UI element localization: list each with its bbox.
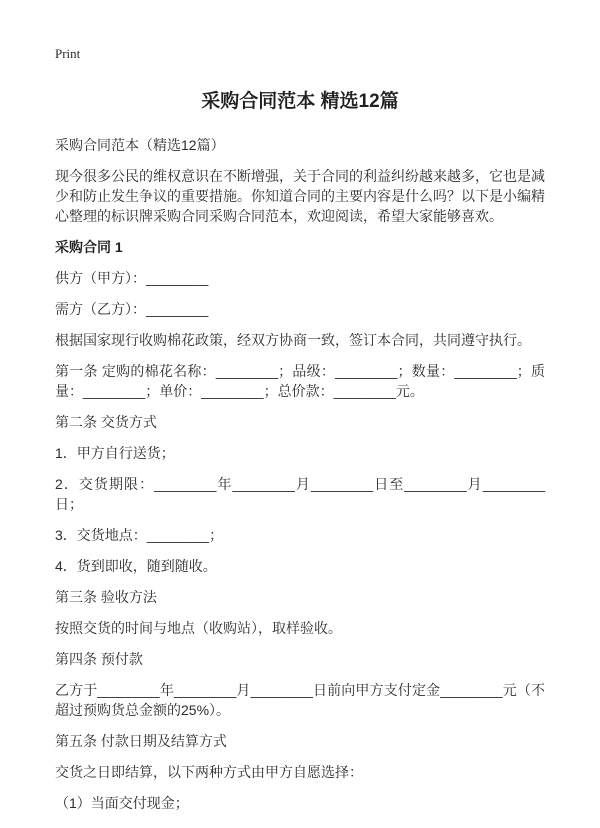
clause-2-item-4: 4．货到即收，随到随收。 xyxy=(55,558,217,574)
party-b-line: 需方（乙方）：________ xyxy=(55,301,209,317)
preamble-paragraph: 根据国家现行收购棉花政策，经双方协商一致，签订本合同，共同遵守执行。 xyxy=(55,332,531,348)
party-a-line: 供方（甲方）：________ xyxy=(55,270,209,286)
clause-3-paragraph: 按照交货的时间与地点（收购站），取样验收。 xyxy=(55,620,342,636)
clause-3-heading: 第三条 验收方法 xyxy=(55,589,157,605)
section-heading-contract-1: 采购合同 1 xyxy=(55,239,123,255)
print-button[interactable]: Print xyxy=(55,46,81,61)
document-subtitle: 采购合同范本（精选12篇） xyxy=(55,137,225,153)
clause-2-item-3: 3．交货地点：________； xyxy=(55,527,224,543)
clause-5-paragraph: 交货之日即结算，以下两种方式由甲方自愿选择： xyxy=(55,764,363,780)
clause-2-heading: 第二条 交货方式 xyxy=(55,414,157,430)
clause-4-paragraph: 乙方于________年________月________日前向甲方支付定金________元（不超过预购货总金额的25%）。 xyxy=(55,682,545,718)
intro-paragraph: 现今很多公民的维权意识在不断增强，关于合同的利益纠纷越来越多，它也是减少和防止发生争议的重要措施。你知道合同的主要内容是什么吗？以下是小编精心整理的标识牌采购合同采购合同范本，欢迎阅读，希望大家能够喜欢。 xyxy=(55,168,545,224)
clause-4-heading: 第四条 预付款 xyxy=(55,651,143,667)
document-title: 采购合同范本 精选12篇 xyxy=(201,91,399,112)
clause-2-item-2: 2．交货期限：________年________月________日至________月________日； xyxy=(55,476,545,512)
document-body xyxy=(55,135,545,813)
clause-5-heading: 第五条 付款日期及结算方式 xyxy=(55,733,227,749)
clause-1-paragraph: 第一条 定购的棉花名称：________；品级：________；数量：________；质量：________；单价：________；总价款：________元。 xyxy=(55,363,545,399)
clause-5-option-1: （1）当面交付现金； xyxy=(55,795,189,811)
clause-2-item-1: 1．甲方自行送货； xyxy=(55,445,175,461)
